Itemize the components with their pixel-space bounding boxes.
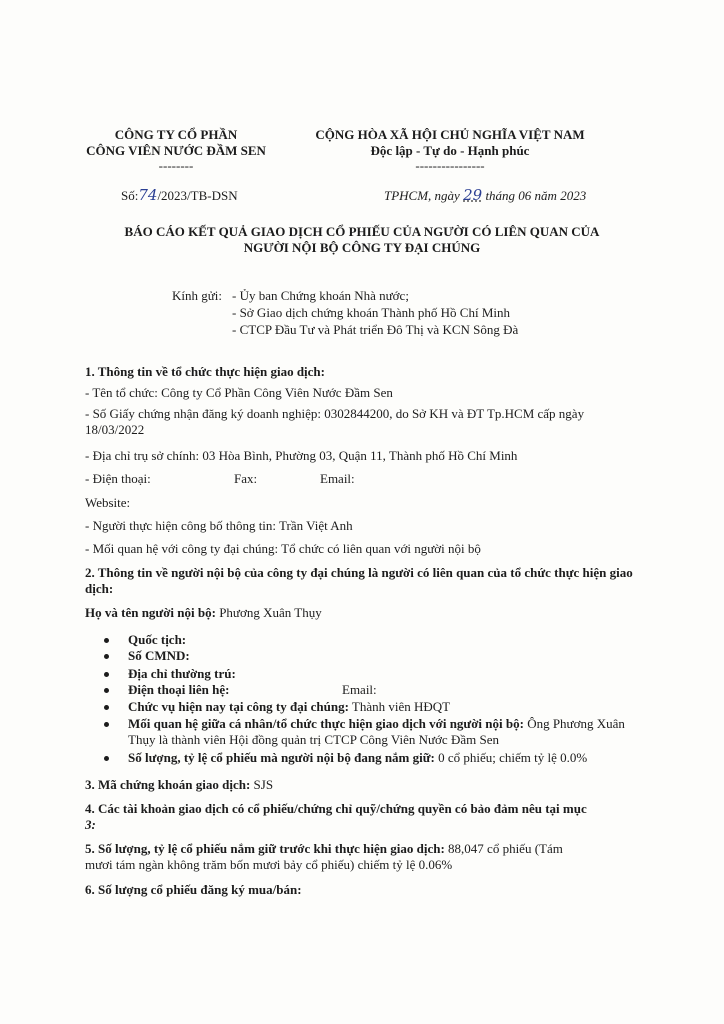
website-label: Website: (85, 495, 131, 510)
company-name-line2: CÔNG VIÊN NƯỚC ĐẦM SEN (86, 143, 266, 158)
contact-email-label: Email: (342, 682, 377, 697)
doc-number-suffix: /2023/TB-DSN (157, 188, 238, 203)
registration-certificate: - Số Giấy chứng nhận đăng ký doanh nghiệp: 0302844200, do Sở KH và ĐT Tp.HCM cấp ngày 18/03/2022 (85, 406, 585, 437)
position-value: Thành viên HĐQT (351, 699, 451, 714)
disclosure-person: - Người thực hiện công bố thông tin: Trần Việt Anh (85, 518, 353, 533)
section5-heading: 5. Số lượng, tỷ lệ cổ phiếu nắm giữ trước khi thực hiện giao dịch: (85, 841, 445, 856)
nation-motto: Độc lập - Tự do - Hạnh phúc (370, 143, 530, 158)
insider-name-label: Họ và tên người nội bộ: (85, 605, 216, 620)
head-office-address: - Địa chỉ trụ sở chính: 03 Hòa Bình, Phường 03, Quận 11, Thành phố Hồ Chí Minh (85, 448, 518, 463)
report-title-line2: NGƯỜI NỘI BỘ CÔNG TY ĐẠI CHÚNG (243, 240, 481, 255)
date-day-handwritten: 29 (463, 186, 483, 204)
date-suffix: tháng 06 năm 2023 (485, 188, 587, 203)
section4-heading: 4. Các tài khoản giao dịch có cổ phiếu/chứng chỉ quỹ/chứng quyền có bảo đảm nêu tại mục (85, 801, 587, 816)
section2-heading: 2. Thông tin về người nội bộ của công ty đại chúng là người có liên quan của tổ chức thực hiện giao dịch: (85, 565, 633, 596)
bullet-icon (104, 688, 109, 693)
recipient-item: - Sở Giao dịch chứng khoán Thành phố Hồ Chí Minh (232, 305, 510, 320)
fax-label: Fax: (234, 471, 258, 486)
relation-label: Mối quan hệ giữa cá nhân/tổ chức thực hiện giao dịch với người nội bộ: (128, 716, 524, 731)
bullet-icon (104, 705, 109, 710)
holding-value: 0 cổ phiếu; chiếm tỷ lệ 0.0% (438, 750, 588, 765)
bullet-icon (104, 654, 109, 659)
nationality-label: Quốc tịch: (128, 632, 187, 647)
recipient-item: - CTCP Đầu Tư và Phát triển Đô Thị và KCN Sông Đà (232, 322, 519, 337)
section4-heading-tail: 3: (85, 817, 96, 832)
section3-line (85, 777, 273, 793)
org-name: - Tên tổ chức: Công ty Cổ Phần Công Viên Nước Đầm Sen (85, 385, 393, 400)
residence-label: Địa chỉ thường trú: (128, 666, 236, 681)
email-label: Email: (320, 471, 355, 486)
relation-value: Ông Phương Xuân Thụy là thành viên Hội đồng quản trị CTCP Công Viên Nước Đầm Sen (128, 716, 625, 747)
contact-phone-label: Điện thoại liên hệ: (128, 682, 230, 697)
company-name-line1: CÔNG TY CỔ PHẦN (114, 127, 238, 142)
section3-heading: 3. Mã chứng khoán giao dịch: (85, 777, 251, 792)
section5-value: 88,047 cổ phiếu (Tám (448, 841, 563, 856)
bullet-icon (104, 756, 109, 761)
company-rule: -------- (158, 158, 194, 173)
ticker-value: SJS (253, 777, 274, 792)
id-number-label: Số CMND: (128, 648, 190, 663)
section5-line (85, 841, 563, 857)
phone-label: - Điện thoại: (85, 471, 151, 486)
date-prefix: TPHCM, ngày (384, 188, 460, 203)
position-line (128, 699, 648, 715)
document-date (384, 186, 586, 204)
contact-line (128, 682, 648, 698)
relationship-to-company: - Mối quan hệ với công ty đại chúng: Tổ chức có liên quan với người nội bộ (85, 541, 481, 556)
relation-line (128, 716, 648, 748)
position-label: Chức vụ hiện nay tại công ty đại chúng: (128, 699, 349, 714)
report-title-line1: BÁO CÁO KẾT QUẢ GIAO DỊCH CỔ PHIẾU CỦA NGƯỜI CÓ LIÊN QUAN CỦA (124, 224, 600, 239)
nation-title: CỘNG HÒA XÃ HỘI CHỦ NGHĨA VIỆT NAM (315, 127, 585, 142)
nation-rule: ---------------- (415, 158, 485, 173)
insider-name-value: Phương Xuân Thụy (219, 605, 322, 620)
holding-label: Số lượng, tỷ lệ cổ phiếu mà người nội bộ đang nắm giữ: (128, 750, 435, 765)
section1-heading: 1. Thông tin về tổ chức thực hiện giao dịch: (85, 364, 325, 379)
holding-line (128, 750, 648, 766)
bullet-icon (104, 722, 109, 727)
section5-value-continued: mươi tám ngàn không trăm bốn mươi bảy cổ phiếu) chiếm tỷ lệ 0.06% (85, 857, 453, 872)
bullet-icon (104, 672, 109, 677)
doc-number-prefix: Số: (121, 188, 139, 203)
recipients-label: Kính gửi: (172, 288, 223, 303)
recipient-item: - Ủy ban Chứng khoán Nhà nước; (232, 288, 409, 303)
bullet-icon (104, 638, 109, 643)
insider-details-list (104, 632, 644, 772)
section6-heading: 6. Số lượng cổ phiếu đăng ký mua/bán: (85, 882, 302, 897)
insider-name-line (85, 605, 322, 621)
document-number (121, 186, 238, 204)
doc-number-handwritten: 74 (138, 186, 158, 204)
